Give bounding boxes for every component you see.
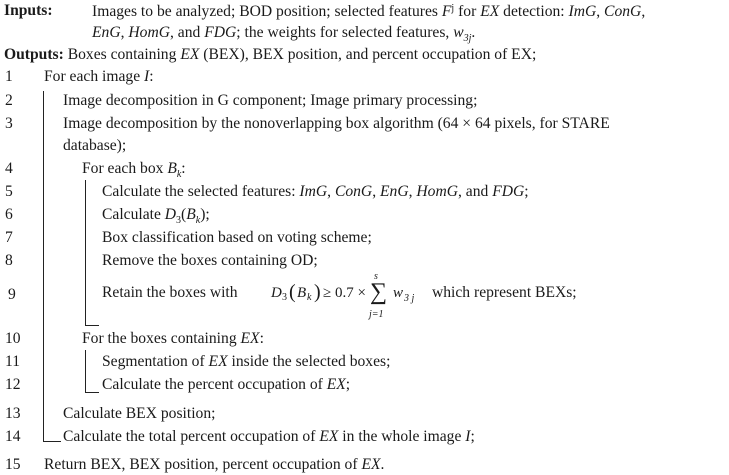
algo-line-15 (44, 456, 384, 474)
image-symbol: I (465, 428, 471, 445)
feature-cong: ConG (604, 3, 642, 21)
loop-bar-box (85, 180, 86, 325)
formula-rparen: ) (314, 281, 321, 303)
sep: ; (524, 183, 529, 200)
inputs-text: detection: (499, 3, 569, 21)
line-text: . (380, 456, 385, 473)
loop-bar-ex (85, 350, 86, 392)
formula-w-sub: 3 j (404, 293, 415, 304)
outputs-text: (BEX), BEX position, and percent occupation of EX; (199, 46, 537, 63)
line-number: 1 (5, 68, 13, 85)
loop-bar-outer (43, 91, 44, 441)
formula-d: D (271, 285, 282, 301)
sep: , and (169, 24, 205, 41)
line-text: Calculate (102, 206, 165, 223)
outputs-text: Boxes containing (63, 46, 181, 63)
line-text: ; (470, 428, 475, 445)
feature-fdg: FDG (492, 183, 525, 200)
formula-b: B (297, 285, 307, 301)
formula-sum-upper: s (374, 271, 378, 282)
line-number: 14 (5, 428, 21, 445)
line-text: inside the selected boxes; (227, 353, 391, 370)
sum-icon: ∑ (370, 279, 388, 305)
line-text: For the boxes containing (82, 330, 241, 347)
algo-line-11 (102, 353, 390, 371)
formula-lparen: ( (289, 281, 296, 303)
line-text: : (181, 160, 186, 177)
line-text: ( (181, 206, 187, 223)
algo-line-9-tail: which represent BEXs; (432, 284, 577, 301)
ex-term: EX (480, 3, 500, 21)
feature-eng: EnG (380, 183, 409, 200)
line-number: 7 (5, 229, 13, 246)
sep: , (596, 3, 605, 21)
feature-homg: HomG (416, 183, 458, 200)
inputs-label: Inputs: (4, 2, 53, 19)
feature-homg: HomG (128, 24, 170, 41)
line-number: 8 (5, 252, 13, 269)
inputs-text-2 (92, 24, 475, 44)
inputs-text-1 (92, 2, 645, 21)
sep: , (372, 183, 380, 200)
sep: , (408, 183, 417, 200)
ex-term: EX (319, 428, 339, 445)
algo-line-14 (63, 428, 475, 446)
feature-img: ImG (568, 3, 597, 21)
box-subscript: k (176, 169, 182, 181)
weight-subscript: 3j (463, 33, 472, 45)
box-symbol: B (186, 206, 196, 223)
formula-sum-lower: j=1 (369, 309, 384, 320)
loop-bar-outer-end (43, 441, 61, 442)
line-number: 6 (5, 206, 13, 223)
line-number: 15 (5, 456, 21, 473)
line-number: 12 (5, 376, 21, 393)
outputs-line (4, 46, 536, 64)
inputs-text: for (454, 3, 481, 21)
line-text: : (149, 68, 154, 85)
feature-superscript: j (451, 3, 455, 14)
sep: . (471, 24, 476, 41)
line-number: 13 (5, 405, 21, 422)
inputs-line-1 (4, 2, 53, 20)
algo-line-10 (82, 330, 264, 348)
d-subscript: 3 (176, 215, 182, 227)
line-text: Calculate the total percent occupation of (63, 428, 320, 445)
algo-line-8: Remove the boxes containing OD; (102, 252, 318, 269)
feature-img: ImG (299, 183, 328, 200)
algo-line-7: Box classification based on voting scheme; (102, 229, 372, 246)
d-symbol: D (164, 206, 177, 223)
line-text: For each image (44, 68, 145, 85)
feature-fdg: FDG (204, 24, 237, 41)
line-text: Calculate the selected features: (102, 183, 300, 200)
inputs-text: ; the weights for selected features, (236, 24, 454, 41)
line-text: ); (200, 206, 210, 223)
loop-bar-ex-end (85, 392, 99, 393)
sep: , (327, 183, 335, 200)
line-text: : (259, 330, 264, 347)
formula-compare: ≥ 0.7 × (323, 285, 366, 301)
ex-term: EX (361, 456, 381, 473)
ex-term: EX (326, 376, 346, 393)
box-symbol: B (167, 160, 177, 177)
algo-line-1 (44, 68, 154, 86)
ex-term: EX (180, 46, 200, 63)
outputs-label: Outputs: (4, 46, 64, 63)
line-number: 2 (5, 92, 13, 109)
line-text: For each box (82, 160, 168, 177)
weight-symbol: w (453, 24, 464, 41)
formula-d-sub: 3 (282, 292, 287, 303)
algo-line-9-text: Retain the boxes with (102, 284, 238, 301)
loop-bar-box-end (85, 325, 99, 326)
line-text: Calculate the percent occupation of (102, 376, 327, 393)
line-number: 4 (5, 160, 13, 177)
algo-line-3b: database); (63, 137, 127, 154)
line-number: 11 (5, 353, 21, 370)
line-number: 9 (8, 286, 16, 303)
line-number: 3 (5, 115, 13, 132)
algo-line-12 (102, 376, 350, 394)
algo-line-13: Calculate BEX position; (63, 405, 216, 422)
line-text: Return BEX, BEX position, percent occupation of (44, 456, 362, 473)
algo-line-3a: Image decomposition by the nonoverlapping box algorithm (64 × 64 pixels, for STARE (63, 115, 610, 132)
sep: , (641, 3, 646, 21)
ex-term: EX (208, 353, 228, 370)
sep: , and (457, 183, 493, 200)
box-subscript: k (195, 215, 201, 227)
feature-eng: EnG (92, 24, 121, 41)
sep: , (120, 24, 129, 41)
feature-symbol: F (441, 3, 452, 21)
line-text: in the whole image (338, 428, 466, 445)
line-text: Segmentation of (102, 353, 209, 370)
algo-line-5 (102, 183, 529, 201)
line-number: 5 (5, 183, 13, 200)
algo-line-4 (82, 160, 186, 180)
ex-term: EX (240, 330, 260, 347)
algo-line-6 (102, 206, 210, 226)
formula-w: w (393, 285, 404, 301)
inputs-text: Images to be analyzed; BOD position; selected features (92, 3, 442, 21)
line-number: 10 (5, 330, 21, 347)
line-text: ; (345, 376, 351, 393)
feature-cong: ConG (334, 183, 373, 200)
image-symbol: I (144, 68, 150, 85)
algo-line-2: Image decomposition in G component; Image primary processing; (63, 92, 478, 109)
formula-b-sub: k (307, 292, 312, 303)
